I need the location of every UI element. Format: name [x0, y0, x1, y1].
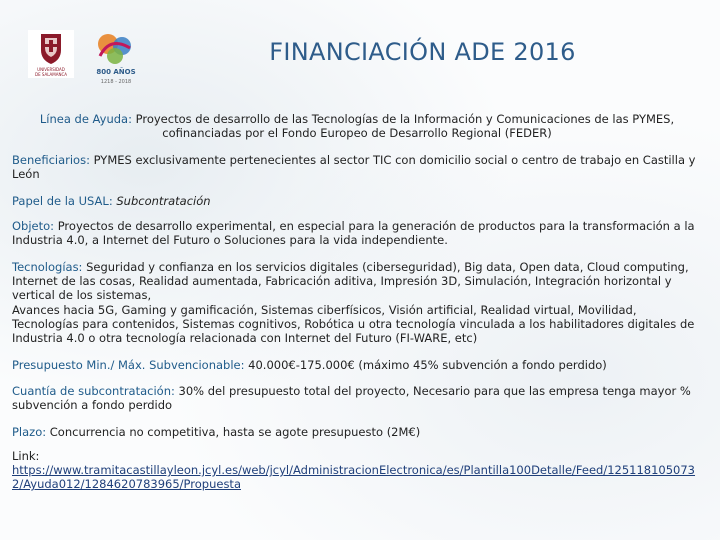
link-block — [12, 449, 702, 492]
presupuesto-label: Presupuesto Min./ Máx. Subvencionable: — [12, 358, 245, 372]
linea-ayuda-label: Línea de Ayuda: — [39, 112, 132, 126]
objeto-block — [12, 219, 702, 247]
papel-label: Papel de la USAL: — [12, 194, 113, 208]
beneficiarios-label: Beneficiarios: — [12, 153, 90, 167]
page-title: FINANCIACIÓN ADE 2016 — [269, 38, 576, 66]
papel-block — [12, 194, 702, 208]
svg-text:1218 - 2018: 1218 - 2018 — [100, 79, 132, 85]
beneficiarios-text: PYMES exclusivamente pertenecientes al sector TIC con domicilio social o centro de trabajo en Castilla y León — [12, 153, 696, 182]
objeto-text: Proyectos de desarrollo experimental, en especial para la generación de productos para la transformación a la Industria 4.0, a Internet del Futuro o Soluciones para la vida independiente. — [12, 219, 695, 248]
plazo-block — [12, 425, 702, 439]
presupuesto-text: 40.000€-175.000€ (máximo 45% subvención a fondo perdido) — [244, 358, 607, 372]
cuantia-block — [12, 384, 702, 412]
linea-ayuda-text: Proyectos de desarrollo de las Tecnologías de la Información y Comunicaciones de las PYMES, cofinanciadas por el Fondo Europeo de Desarrollo Regional (FEDER) — [131, 112, 675, 141]
propuesta-link[interactable]: https://www.tramitacastillayleon.jcyl.es/web/jcyl/AdministracionElectronica/es/Plantilla100Detalle/Feed/1251181050732/Ayuda012/1284620783965/Propuesta — [12, 463, 696, 492]
usal-logo — [28, 30, 74, 78]
plazo-text: Concurrencia no competitiva, hasta se agote presupuesto (2M€) — [46, 425, 421, 439]
tecnologias-label: Tecnologías: — [12, 260, 83, 274]
beneficiarios-block — [12, 153, 702, 181]
svg-text:UNIVERSIDAD: UNIVERSIDAD — [37, 67, 65, 72]
objeto-label: Objeto: — [12, 219, 55, 233]
800-years-logo — [88, 26, 144, 88]
presupuesto-block — [12, 358, 702, 372]
cuantia-text: 30% del presupuesto total del proyecto, Necesario para que las empresa tenga mayor % subvención a fondo perdido — [12, 384, 691, 413]
svg-text:800 AÑOS: 800 AÑOS — [96, 68, 136, 76]
tecnologias-text: Seguridad y confianza en los servicios digitales (ciberseguridad), Big data, Open data, Cloud computing, Internet de las cosas, Realidad aumentada, Fabricación aditiva, Impresión 3D, Simulación, Integración horizontal y vertical de los sistemas, — [12, 260, 689, 303]
tecnologias-text-2: Avances hacia 5G, Gaming y gamificación, Sistemas ciberfísicos, Visión artificial, Realidad virtual, Movilidad, Tecnologías para contenidos, Sistemas cognitivos, Robótica u otra tecnología vinculada a los habilitadores digitales de Industria 4.0 o otra tecnología relacionada con Internet del Futuro (FI-WARE, etc) — [12, 302, 695, 346]
papel-text: Subcontratación — [112, 194, 211, 208]
linea-ayuda-block — [12, 112, 702, 140]
svg-text:DE SALAMANCA: DE SALAMANCA — [35, 72, 67, 77]
link-label: Link: — [12, 449, 40, 463]
cuantia-label: Cuantía de subcontratación: — [12, 384, 175, 398]
plazo-label: Plazo: — [12, 425, 47, 439]
tecnologias-block — [12, 260, 702, 345]
